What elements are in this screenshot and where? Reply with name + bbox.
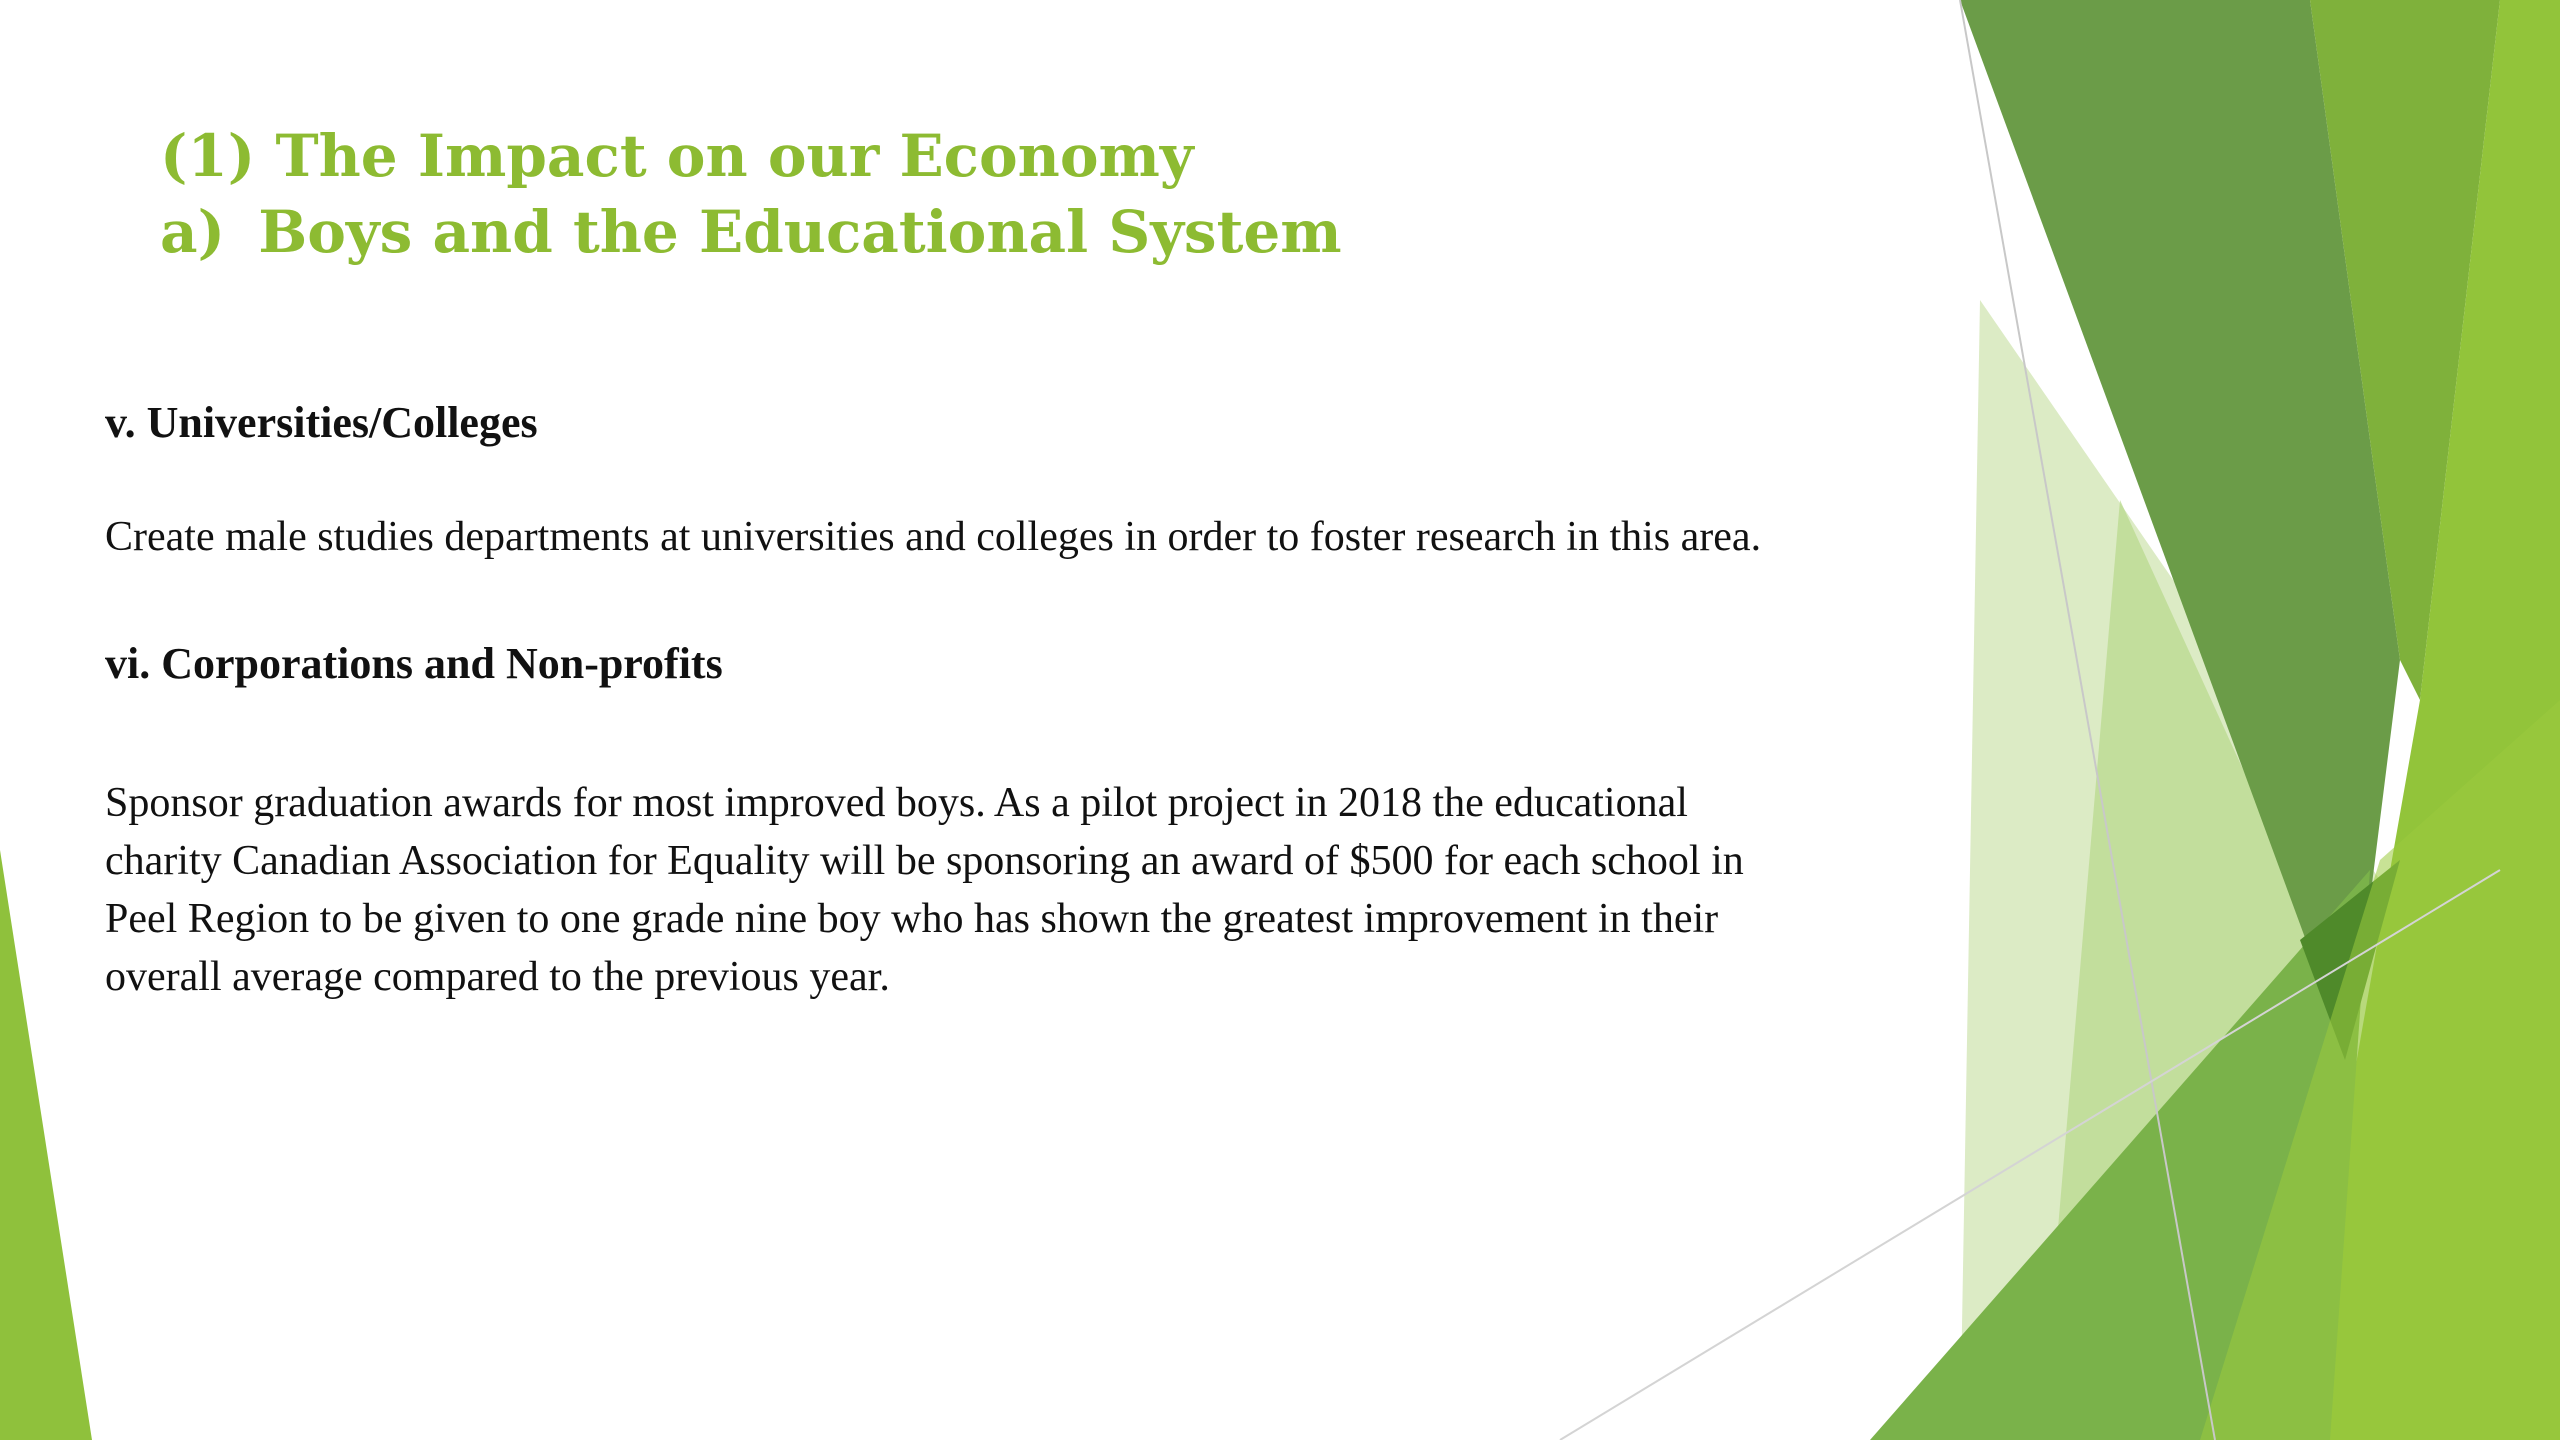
section-heading-corporations: vi. Corporations and Non-profits [105,639,723,688]
section-text-universities: Create male studies departments at universities and colleges in order to foster research in this area. [105,514,1762,560]
title-line-1 [160,118,1860,194]
section-text-corporations [105,774,1905,1006]
paragraph-line: Peel Region to be given to one grade nine boy who has shown the greatest improvement in their [105,896,1719,942]
paragraph-line: charity Canadian Association for Equality will be sponsoring an award of $500 for each school in [105,838,1744,884]
section-heading-universities: v. Universities/Colleges [105,398,538,447]
slide-title [160,118,1860,270]
title-line-2-text: Boys and the Educational System [258,198,1342,266]
paragraph-line: Sponsor graduation awards for most improved boys. As a pilot project in 2018 the educational [105,780,1688,826]
left-green-wedge [0,850,92,1440]
title-line-1-marker: (1) [160,122,256,190]
title-line-2-marker: a) [160,198,226,266]
title-line-1-text: The Impact on our Economy [275,122,1194,190]
title-line-2 [160,194,1860,270]
paragraph-line: overall average compared to the previous year. [105,954,890,1000]
